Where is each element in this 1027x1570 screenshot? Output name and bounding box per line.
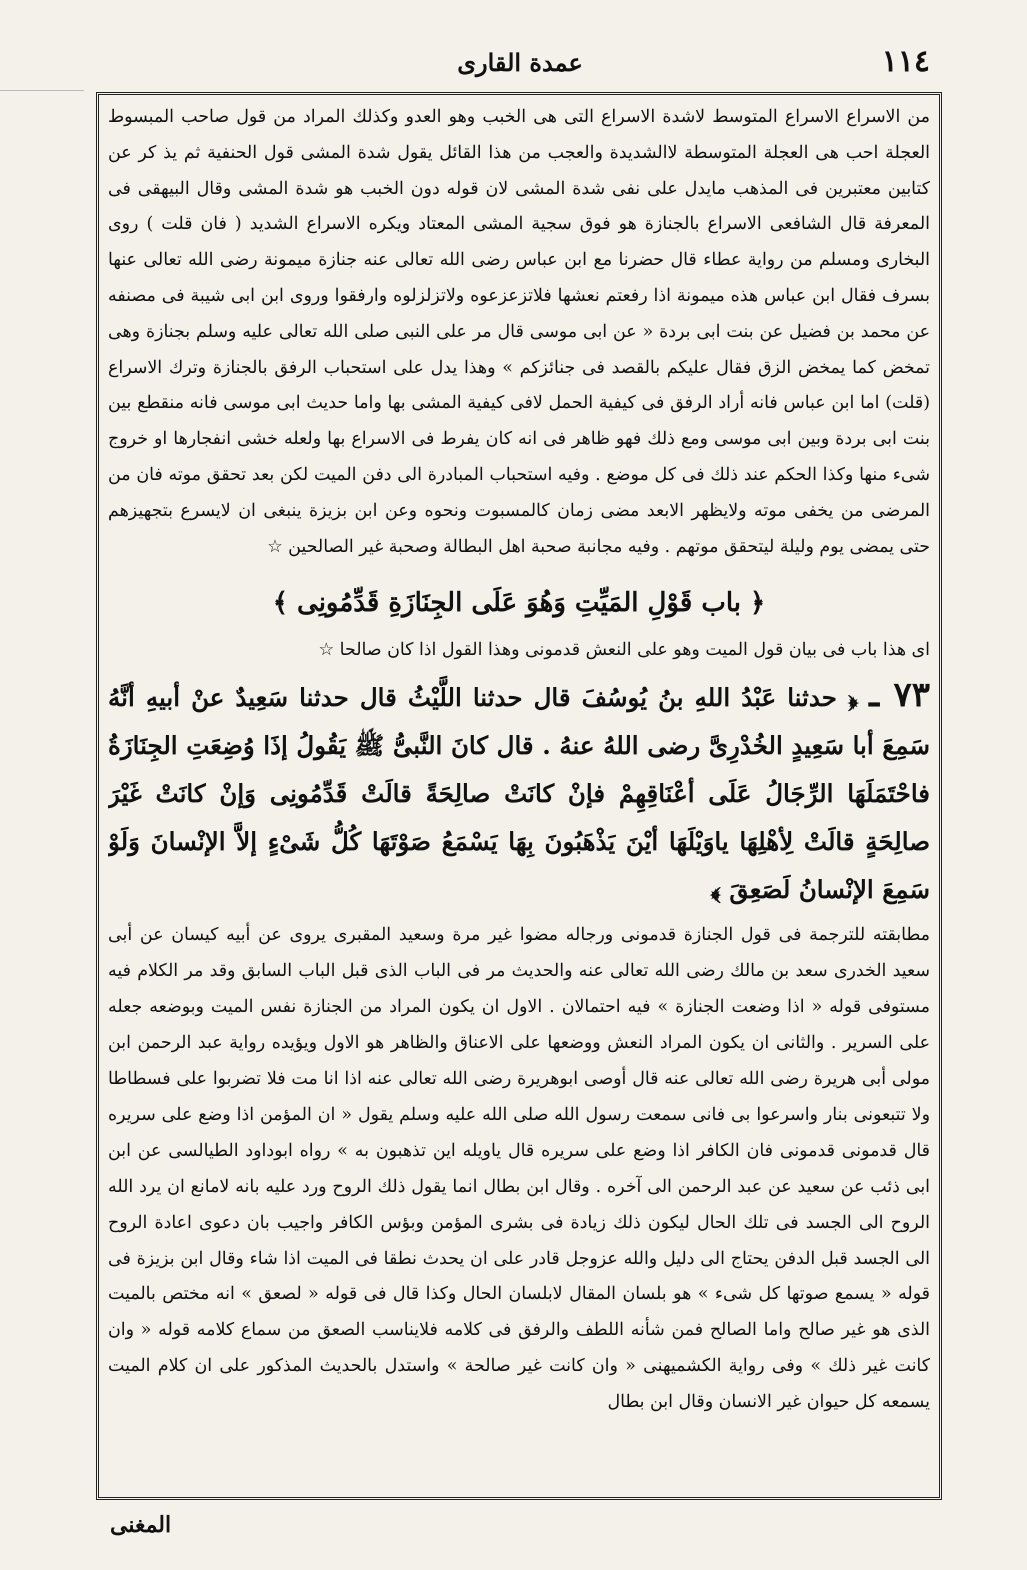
commentary-paragraph-2: مطابقته للترجمة فی قول الجنازة قدمونی ورجاله مضوا غیر مرة وسعید المقبری یروی عن أبیه كیسان عن أبی سعید الخدری سعد بن مالك رضی الله تعالی عنه والحدیث مر فی الباب الذی قبل الباب السابق وقد مر الكلام فیه مستوفی قوله « اذا وضعت الجنازة » فیه احتمالان . الاول ان یكون المراد من الجنازة نفس المیت وبوضعه جعله علی السریر . والثانی ان یكون المراد النعش ووضعها علی الاعناق والظاهر هو الاول ویؤیده روایة عبد الرحمن ابن مولی أبی هریرة رضی الله تعالی عنه قال أوصی ابوهریرة رضی الله تعالی عنه اذا انا مت فلا تضربوا علی فسطاطا ولا تتبعونی بنار واسرعوا بی فانی سمعت رسول الله صلی الله علیه وسلم یقول « ان المؤمن اذا وضع علی سریره قال قدمونی قدمونی فان الكافر اذا وضع علی سریره قال یاویله این تذهبون به » رواه ابوداود الطیالسی عن ابن ابی ذئب عن سعید عن عبد الرحمن الی آخره . وقال ابن بطال انما یقول ذلك الروح ورد علیه بانه لامانع ان یرد الله الروح الی الجسد فی تلك الحال لیكون ذلك زیادة فی بشری المؤمن وبؤس الكافر واجیب بان دعوی اعادة الروح الی الجسد قبل الدفن یحتاج الی دلیل والله عزوجل قادر علی ان یحدث نطقا فی المیت اذا شاء وقال ابن بزیزة فی قوله « یسمع صوتها كل شیء » هو بلسان المقال لابلسان الحال وكذا قال فی قوله « لصعق » انه مختص بالمیت الذی هو غیر صالح واما الصالح فمن شأنه اللطف والرفق فی كلامه فلایناسب الصعق من سماع كلامه قوله « وان كانت غیر ذلك » وفی روایة الكشمیهنی « وان كانت غیر صالحة » واستدل بالحدیث المذكور علی ان كلام المیت یسمعه كل حیوان غیر الانسان وقال ابن بطال	[108, 925, 930, 1413]
hadith-number: ٧٣ ـ	[869, 675, 930, 716]
page-header	[100, 38, 940, 88]
chapter-heading: ﴿ باب قَوْلِ المَیِّتِ وَهُوَ عَلَی الجِنَازَةِ قَدِّمُونِی ﴾	[272, 588, 766, 619]
footer-catchword: المغنی	[110, 1512, 172, 1538]
chapter-explanation: ای هذا باب فی بیان قول المیت وهو علی النعش قدمونی وهذا القول اذا كان صالحا ☆	[318, 640, 930, 661]
page-number: ١١٤	[881, 44, 930, 79]
hadith-text	[108, 671, 930, 914]
page-content	[108, 100, 930, 1495]
commentary-paragraph-1: من الاسراع الاسراع المتوسط لاشدة الاسراع التی هی الخبب وهو العدو وكذلك المراد من قول صاحب المبسوط العجلة احب هی العجلة المتوسطة لاالشدیدة والعجب من هذا القائل یقول شدة المشی قول الحنفیة ثم یذ کر عن كتابین معتبرین فی المذهب مایدل علی نفی شدة المشی لان قوله دون الخبب هو شدة المشی وقال البیهقی فی المعرفة قال الشافعی الاسراع بالجنازة هو فوق سجیة المشی المعتاد ویكره الاسراع الشدید ( فان قلت ) روی البخاری ومسلم من روایة عطاء قال حضرنا مع ابن عباس رضی الله تعالی عنه جنازة میمونة رضی الله تعالی عنها بسرف فقال ابن عباس هذه میمونة اذا رفعتم نعشها فلاتزعزعوه ولاتزلزلوه وارفقوا وروی ابن ابی شیبة فی مصنفه عن محمد بن فضیل عن بنت ابی بردة « عن ابی موسی قال مر علی النبی صلی الله تعالی علیه وسلم بجنازة وهی تمخض كما یمخض الزق فقال علیكم بالقصد فی جنائزكم » وهذا یدل علی استحباب الرفق بالجنازة وترك الاسراع (قلت) اما ابن عباس فانه أراد الرفق فی كیفیة الحمل لافی كیفیة المشی بها واما حدیث ابی موسی فانه منقطع بین بنت ابی بردة وبین ابی موسی ومع ذلك فهو ظاهر فی انه كان یفرط فی الاسراع بها ولعله خشی انفجارها او خروج شیء منها وكذا الحكم عند ذلك فی كل موضع . وفیه استحباب المبادرة الی دفن المیت لكن بعد تحقق موته فان من المرضی من یخفی موته ولایظهر الابعد مضی زمان كالمسبوت ونحوه وعن ابن بزیزة ینبغی ان لایسرع بتجهیزهم حتی یمضی یوم ولیلة لیتحقق موتهم . وفیه مجانبة صحبة اهل البطالة وصحبة غیر الصالحین ☆	[108, 107, 930, 557]
book-title: عمدة القاری	[457, 48, 583, 77]
margin-line	[0, 90, 84, 91]
hadith-body: ﴿ حدثنا عَبْدُ اللهِ بنُ یُوسُفَ قال حدثنا اللَّیْثُ قال حدثنا سَعِیدٌ عنْ أبیهِ أنَّهُ سَمِعَ أبا سَعِیدٍ الخُدْرِیَّ رضی اللهُ عنهُ . قال كانَ النَّبیُّ ﷺ یَقُولُ إذَا وُضِعَتِ الجِنَازَةُ فاحْتَمَلَهَا الرِّجَالُ عَلَی أعْنَاقِهِمْ فإنْ كانَتْ صالِحَةً قالَتْ قَدِّمُونِی وَإنْ كانَتْ غَیْرَ صالِحَةٍ قالَتْ لِأهْلِهَا یاوَیْلَهَا أیْنَ یَذْهَبُونَ بِهَا یَسْمَعُ صَوْتَهَا كُلُّ شَیْءٍ إلاَّ الإنْسانَ وَلَوْ سَمِعَ الإنْسانُ لَصَعِقَ ﴾	[108, 683, 930, 905]
